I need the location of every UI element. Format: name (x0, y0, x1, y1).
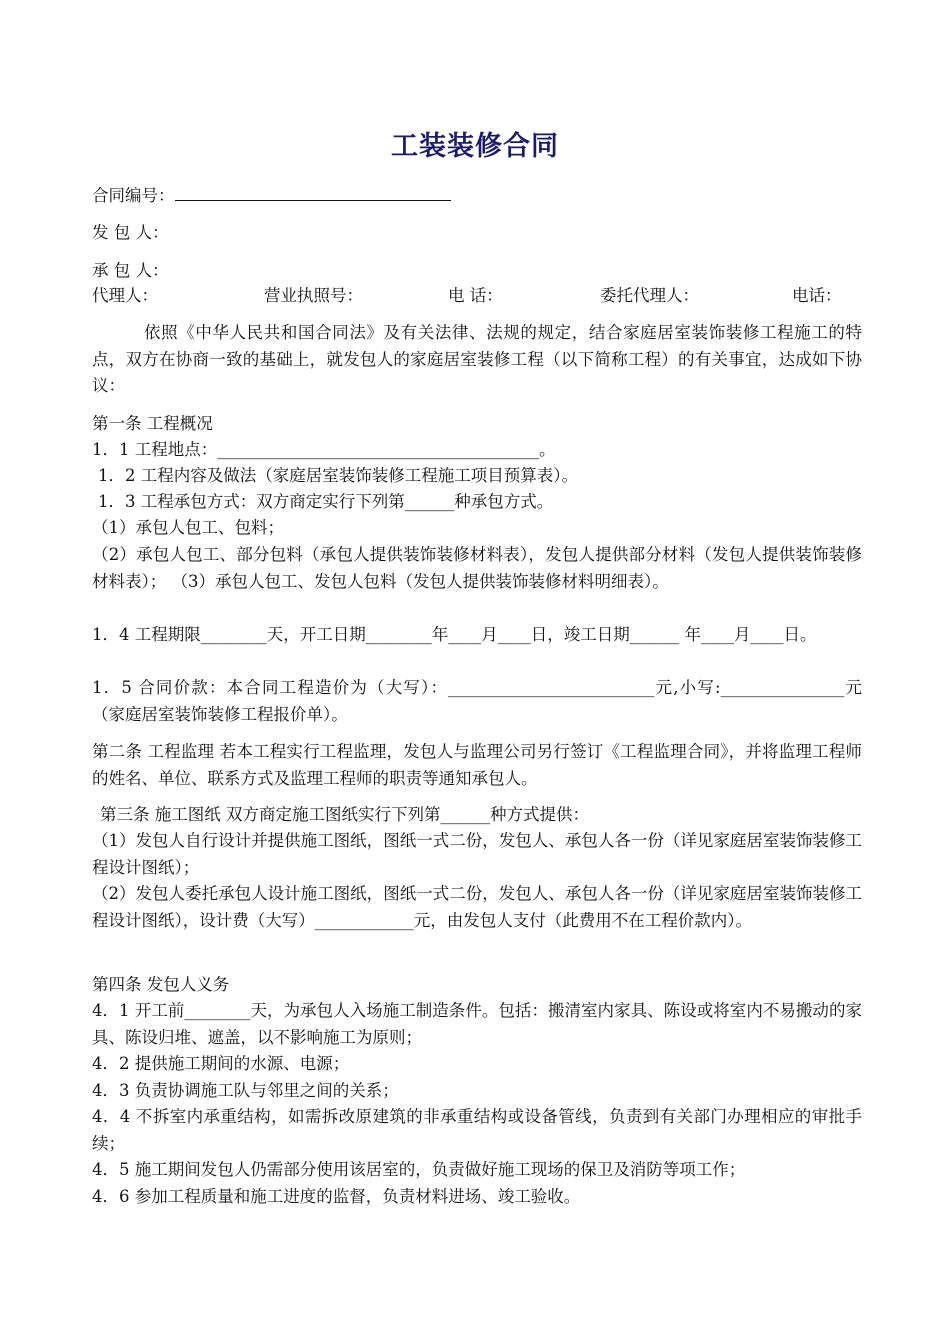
article-2: 第二条 工程监理 若本工程实行工程监理，发包人与监理公司另行签订《工程监理合同》，并将监理工程师的姓名、单位、联系方式及监理工程师的职责等通知承包人。 (92, 742, 862, 788)
article-3-heading: 第三条 施工图纸 双方商定施工图纸实行下列第______种方式提供： (100, 805, 589, 824)
article-4-heading: 第四条 发包人义务 (92, 975, 230, 994)
option-1: （1）承包人包工、包料； (92, 518, 284, 537)
article-3-option-2: （2）发包人委托承包人设计施工图纸，图纸一式二份，发包人、承包人各一份（详见家庭居室装饰装修工程设计图纸），设计费（大写）____________元，由发包人支付（此费用不在工程价款内）。 (92, 884, 862, 930)
license-label: 营业执照号： (264, 286, 363, 305)
option-2-3: （2）承包人包工、部分包料（承包人提供装饰装修材料表），发包人提供部分材料（发包人提供装饰装修材料表）； （3）承包人包工、发包人包料（发包人提供装饰装修材料明细表）。 (92, 545, 862, 591)
delegate-agent-label: 委托代理人： (600, 286, 699, 305)
article-1-heading: 第一条 工程概况 (92, 414, 213, 433)
phone-label-1: 电 话： (448, 286, 503, 305)
article-4-3: 4．3 负责协调施工队与邻里之间的关系； (92, 1081, 399, 1100)
agent-label: 代理人： (92, 286, 158, 305)
article-4-1: 4．1 开工前________天，为承包人入场施工制造条件。包括：搬清室内家具、陈设或将室内不易搬动的家具、陈设归堆、遮盖，以不影响施工为原则； (92, 1001, 862, 1047)
article-1-5: 1．5 合同价款：本合同工程造价为（大写）：_________________________元,小写:_______________元（家庭居室装饰装修工程报价单）。 (92, 678, 862, 724)
contract-number-line (92, 184, 451, 207)
employer-label: 发 包 人： (92, 223, 169, 242)
contract-number-label: 合同编号： (92, 186, 175, 205)
article-4-2: 4．2 提供施工期间的水源、电源； (92, 1054, 350, 1073)
article-4-5: 4．5 施工期间发包人仍需部分使用该居室的，负责做好施工现场的保卫及消防等项工作； (92, 1160, 746, 1179)
article-1-4: 1．4 工程期限________天，开工日期________年____月____日，竣工日期______ 年____月____日。 (92, 625, 817, 644)
contractor-label: 承 包 人： (92, 261, 169, 280)
article-4-6: 4．6 参加工程质量和施工进度的监督，负责材料进场、竣工验收。 (92, 1187, 581, 1206)
article-1-2: 1．2 工程内容及做法（家庭居室装饰装修工程施工项目预算表）。 (98, 466, 578, 485)
article-1-1: 1．1 工程地点：_______________________________________。 (92, 440, 556, 459)
article-4-4: 4．4 不拆室内承重结构，如需拆改原建筑的非承重结构或设备管线，负责到有关部门办理相应的审批手续； (92, 1107, 862, 1153)
phone-label-2: 电话： (792, 286, 842, 305)
document-title: 工装装修合同 (391, 131, 559, 162)
article-1-3: 1．3 工程承包方式：双方商定实行下列第______种承包方式。 (98, 492, 554, 511)
contract-number-blank (175, 184, 451, 201)
article-3-option-1: （1）发包人自行设计并提供施工图纸，图纸一式二份，发包人、承包人各一份（详见家庭居室装饰装修工程设计图纸）； (92, 831, 862, 877)
intro-paragraph: 依照《中华人民共和国合同法》及有关法律、法规的规定，结合家庭居室装饰装修工程施工的特点，双方在协商一致的基础上，就发包人的家庭居室装修工程（以下简称工程）的有关事宜，达成如下协议： (92, 323, 862, 395)
